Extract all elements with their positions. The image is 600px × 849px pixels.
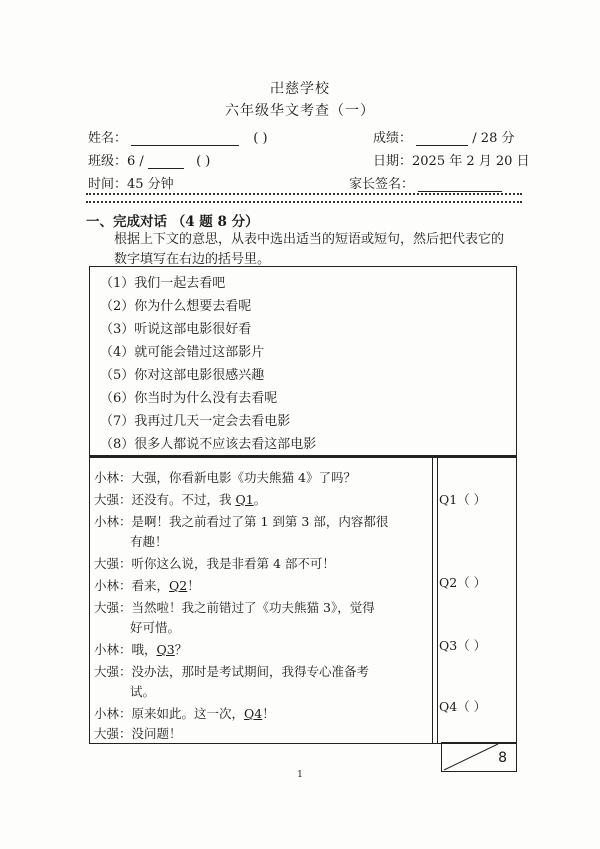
section-title: 一、完成对话 （4 题 8 分） — [86, 214, 259, 230]
school-name: 卍慈学校 — [270, 81, 330, 97]
dialogue-line — [94, 468, 356, 486]
dialogue-continuation: 有趣！ — [130, 534, 168, 549]
column-divider — [432, 457, 438, 743]
option-3: （3）听说这部电影很好看 — [100, 322, 252, 337]
dialogue-continuation: 试。 — [130, 684, 156, 699]
name-row — [88, 127, 268, 146]
dialogue-line — [94, 640, 187, 658]
utterance: 还没有。不过，我 — [131, 492, 236, 507]
speaker: 小林： — [94, 578, 132, 593]
option-5: （5）你对这部电影很感兴趣 — [100, 368, 265, 383]
date-row — [373, 150, 530, 169]
class-row — [88, 150, 210, 169]
option-7: （7）我再过几天一定会去看电影 — [100, 414, 291, 429]
speaker: 小林： — [94, 706, 132, 721]
separator-line — [86, 193, 522, 203]
parent-signature-field[interactable] — [418, 179, 502, 192]
exam-title: 六年级华文考查（一） — [225, 103, 375, 119]
parent-signature-row — [349, 173, 502, 192]
utterance: 大强，你看新电影《功夫熊猫 4》了吗？ — [131, 470, 356, 485]
utterance-end: ！ — [187, 578, 200, 593]
answer-q1[interactable]: Q1（ ） — [439, 492, 487, 507]
dialogue-line — [94, 662, 369, 680]
option-1: （1）我们一起去看吧 — [100, 276, 226, 291]
name-label: 姓名： — [88, 131, 128, 146]
speaker: 大强： — [94, 726, 132, 741]
dialogue-line — [94, 576, 200, 594]
score-row — [373, 127, 514, 146]
option-4: （4）就可能会错过这部影片 — [100, 345, 265, 360]
dialogue-line — [94, 512, 388, 530]
blank-q4: Q4 — [244, 706, 263, 721]
utterance: 没办法，那时是考试期间，我得专心准备考 — [131, 664, 370, 679]
answer-q2[interactable]: Q2（ ） — [439, 575, 487, 590]
utterance-end: 。 — [253, 492, 267, 507]
speaker: 小林： — [94, 514, 132, 529]
blank-q3: Q3 — [156, 642, 175, 657]
utterance: 听你这么说，我是非看第 4 部不可！ — [131, 556, 335, 571]
answer-q3[interactable]: Q3（ ） — [439, 638, 487, 653]
name-field[interactable] — [131, 133, 239, 146]
score-label: 成绩： — [373, 131, 413, 146]
utterance: 当然啦！我之前错过了《功夫熊猫 3》，觉得 — [131, 600, 375, 615]
utterance: 没问题！ — [131, 726, 182, 741]
date-label: 日期： — [373, 154, 413, 169]
dialogue-line — [94, 704, 275, 722]
speaker: 大强： — [94, 556, 132, 571]
parent-signature-label: 家长签名： — [349, 177, 415, 192]
speaker: 大强： — [94, 492, 132, 507]
page-number: 1 — [297, 770, 303, 780]
time-label: 时间：45 分钟 — [88, 177, 174, 192]
speaker: 小林： — [94, 470, 132, 485]
dialogue-line — [94, 724, 182, 742]
dialogue-continuation: 好可惜。 — [130, 620, 181, 635]
score-field[interactable] — [416, 133, 468, 146]
utterance-end: ？ — [174, 642, 188, 657]
option-2: （2）你为什么想要去看呢 — [100, 299, 252, 314]
name-number-paren[interactable]: ( ) — [253, 131, 268, 146]
class-label: 班级：6 / — [88, 154, 144, 169]
class-number-paren[interactable]: ( ) — [196, 154, 211, 169]
option-8: （8）很多人都说不应该去看这部电影 — [100, 437, 317, 452]
score-total: / 28 分 — [472, 131, 515, 146]
utterance: 是啊！我之前看过了第 1 到第 3 部，内容都很 — [131, 514, 389, 529]
score-box-total: 8 — [498, 750, 507, 766]
blank-q1: Q1 — [235, 492, 254, 507]
utterance: 哦， — [131, 642, 157, 657]
answer-q4[interactable]: Q4（ ） — [439, 699, 487, 714]
utterance: 看来， — [131, 578, 170, 593]
utterance: 原来如此。这一次， — [131, 706, 245, 721]
date-value: 2025 年 2 月 20 日 — [412, 154, 530, 169]
dialogue-line — [94, 598, 375, 616]
speaker: 大强： — [94, 664, 132, 679]
utterance-end: ！ — [262, 706, 275, 721]
options-box — [89, 266, 517, 458]
class-field[interactable] — [148, 156, 184, 169]
dialogue-line — [94, 554, 335, 572]
section-instruction: 根据上下文的意思，从表中选出适当的短语或短句，然后把代表它的数字填写在右边的括号里。 — [114, 232, 505, 267]
option-6: （6）你当时为什么没有去看呢 — [100, 391, 278, 406]
speaker: 大强： — [94, 600, 132, 615]
speaker: 小林： — [94, 642, 132, 657]
dialogue-line — [94, 490, 266, 508]
dialogue-box — [89, 455, 517, 744]
blank-q2: Q2 — [169, 578, 188, 593]
score-box — [441, 742, 517, 772]
